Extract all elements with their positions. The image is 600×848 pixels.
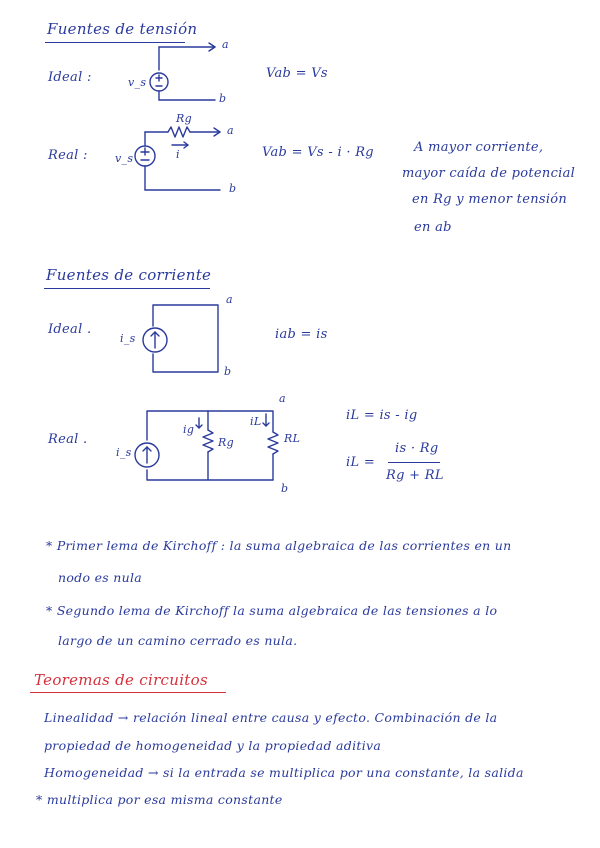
voltage-ideal-equation: Vab = Vs <box>266 66 328 81</box>
current-real-il-label: iL <box>250 415 262 428</box>
current-ideal-label: Ideal . <box>48 322 92 337</box>
current-ideal-equation: iab = is <box>275 327 328 342</box>
theorems-title: Teoremas de circuitos <box>34 671 208 689</box>
current-real-eq1: iL = is - ig <box>346 408 418 423</box>
voltage-note-line-1: A mayor corriente, <box>414 140 544 155</box>
current-real-eq2-left: iL = <box>346 455 376 470</box>
voltage-real-equation: Vab = Vs - i · Rg <box>262 145 374 160</box>
current-real-label: Real . <box>48 432 88 447</box>
current-real-eq2-denominator: Rg + RL <box>386 468 444 483</box>
current-real-rl-label: RL <box>284 432 301 445</box>
current-ideal-terminal-b: b <box>224 365 232 378</box>
voltage-ideal-terminal-b: b <box>219 92 227 105</box>
voltage-ideal-source-label: v_s <box>128 76 147 89</box>
current-ideal-source-label: i_s <box>120 332 136 345</box>
current-real-rg-label: Rg <box>218 436 234 449</box>
theorems-title-underline <box>30 692 226 693</box>
voltage-note-line-4: en ab <box>414 220 452 235</box>
voltage-note-line-3: en Rg y menor tensión <box>412 192 568 207</box>
theorems-line-1: Linealidad → relación lineal entre causa y efecto. Combinación de la <box>44 710 498 725</box>
voltage-real-terminal-b: b <box>229 182 237 195</box>
current-real-terminal-a: a <box>279 392 286 405</box>
kirchhoff-second-line-2: largo de un camino cerrado es nula. <box>58 633 298 648</box>
theorems-line-3: Homogeneidad → si la entrada se multiplica por una constante, la salida <box>44 765 524 780</box>
kirchhoff-first-line-2: nodo es nula <box>58 570 143 585</box>
current-real-source-label: i_s <box>116 446 132 459</box>
voltage-real-label: Real : <box>48 148 88 163</box>
voltage-sources-title: Fuentes de tensión <box>47 20 198 38</box>
voltage-real-resistor-label: Rg <box>176 112 192 125</box>
voltage-ideal-label: Ideal : <box>48 70 92 85</box>
theorems-line-4: * multiplica por esa misma constante <box>36 792 283 807</box>
current-real-eq2-numerator: is · Rg <box>395 441 439 456</box>
current-real-ig-label: ig <box>183 423 195 436</box>
voltage-ideal-terminal-a: a <box>222 38 229 51</box>
current-ideal-terminal-a: a <box>226 293 233 306</box>
voltage-note-line-2: mayor caída de potencial <box>402 166 576 181</box>
voltage-real-current-label: i <box>176 148 180 161</box>
voltage-real-source-label: v_s <box>115 152 134 165</box>
kirchhoff-second-line-1: * Segundo lema de Kirchoff la suma algebraica de las tensiones a lo <box>46 603 498 618</box>
kirchhoff-first-line-1: * Primer lema de Kirchoff : la suma algebraica de las corrientes en un <box>46 538 512 553</box>
fraction-bar <box>388 462 440 463</box>
current-real-terminal-b: b <box>281 482 289 495</box>
current-sources-title: Fuentes de corriente <box>46 266 212 284</box>
voltage-real-terminal-a: a <box>227 124 234 137</box>
theorems-line-2: propiedad de homogeneidad y la propiedad aditiva <box>44 738 382 753</box>
